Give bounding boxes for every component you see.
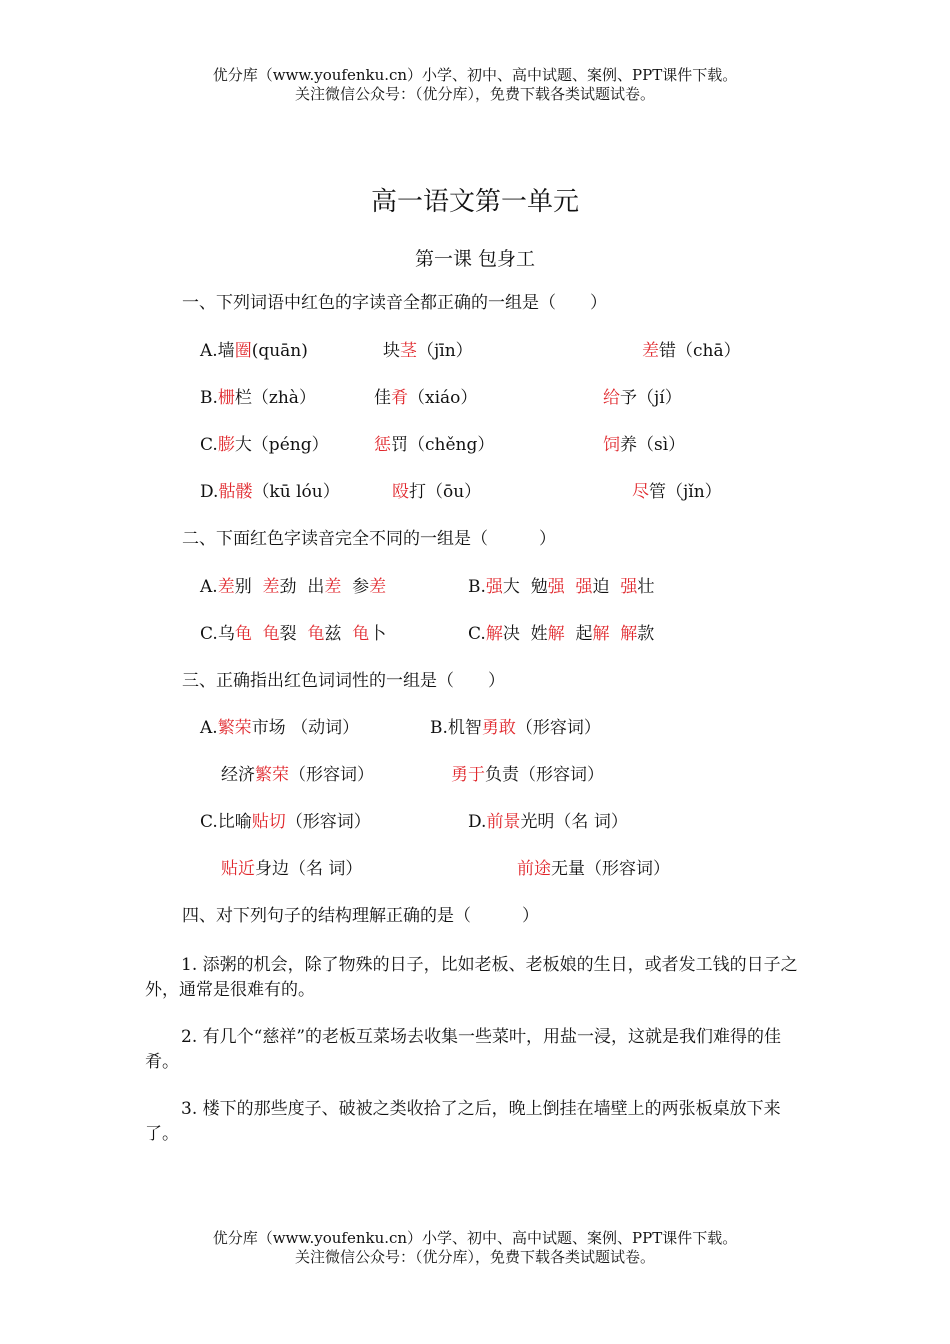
q2-option-d: C.解决 姓解 起解 解款 [468,624,655,644]
q1-a-1: A.墙圈(quān) [200,341,308,361]
q1-b-1: B.栅栏（zhà） [200,388,316,408]
q3-d-1: D.前景光明（名 词） [468,812,628,832]
page-title: 高一语文第一单元 [370,187,579,217]
q1-c-2: 惩罚（chěng） [374,435,495,455]
q4-sentence-2: 2. 有几个“慈祥”的老板互菜场去收集一些菜叶，用盐一浸，这就是我们难得的佳 肴。 [145,1027,782,1072]
q3-stem: 三、正确指出红色词词性的一组是（ ） [182,671,505,691]
header-line-2: 关注微信公众号：（优分库），免费下载各类试题试卷。 [294,85,655,103]
q3-b-2: 勇于负责（形容词） [451,765,604,785]
q4-stem: 四、对下列句子的结构理解正确的是（ ） [182,906,539,926]
q3-c-1: C.比喻贴切（形容词） [200,812,371,832]
q2-a-word: 参差 [352,577,387,597]
q3-c-2: 贴近身边（名 词） [221,859,363,879]
q2-stem: 二、下面红色字读音完全不同的一组是（ ） [182,529,556,549]
q1-d-2: 殴打（ōu） [392,482,482,502]
q1-d-3: 尽管（jǐn） [632,482,722,502]
q2-a-word: 差劲 [262,577,297,597]
q2-option-b: B.强大 勉强 强迫 强壮 [468,577,655,597]
q3-d-2: 前途无量（形容词） [517,859,670,879]
q2-a-word: 出差 [307,577,342,597]
q1-c-3: 饲养（sì） [603,435,686,455]
page-header [0,66,950,104]
q1-b-2: 佳肴（xiáo） [374,388,478,408]
q1-a-2: 块茎（jīn） [383,341,473,361]
q1-a-3: 差错（chā） [642,341,741,361]
footer-line-2: 关注微信公众号：（优分库），免费下载各类试题试卷。 [294,1248,655,1266]
q3-a-1: A.繁荣市场 （动词） [200,718,360,738]
page-footer [0,1229,950,1267]
q4-sentence-1: 1. 添粥的机会，除了物殊的日子，比如老板、老板娘的生日，或者发工钱的日子之外，通常是很难有的。 [145,955,798,1000]
q1-c-1: C.膨大（péng） [200,435,329,455]
q4-sentence-3: 3. 楼下的那些度子、破被之类收拾了之后，晚上倒挂在墙壁上的两张板桌放下来了。 [145,1099,781,1144]
q1-stem: 一、下列词语中红色的字读音全都正确的一组是（ ） [182,293,607,313]
q2-option-a: A.差别 差劲 出差 参差 [200,577,387,597]
header-line-1: 优分库（www.youfenku.cn）小学、初中、高中试题、案例、PPT课件下载。 [212,66,738,84]
q1-d-1: D.骷髅（kū lóu） [200,482,340,502]
footer-line-1: 优分库（www.youfenku.cn）小学、初中、高中试题、案例、PPT课件下载。 [212,1229,738,1247]
q3-a-2: 经济繁荣（形容词） [221,765,374,785]
q2-option-c: C.乌龟 龟裂 龟兹 龟卜 [200,624,387,644]
q2-a-word: 差别 [217,577,252,597]
q3-b-1: B.机智勇敢（形容词） [430,718,601,738]
q1-b-3: 给予（jí） [603,388,682,408]
lesson-title: 第一课 包身工 [414,248,536,270]
